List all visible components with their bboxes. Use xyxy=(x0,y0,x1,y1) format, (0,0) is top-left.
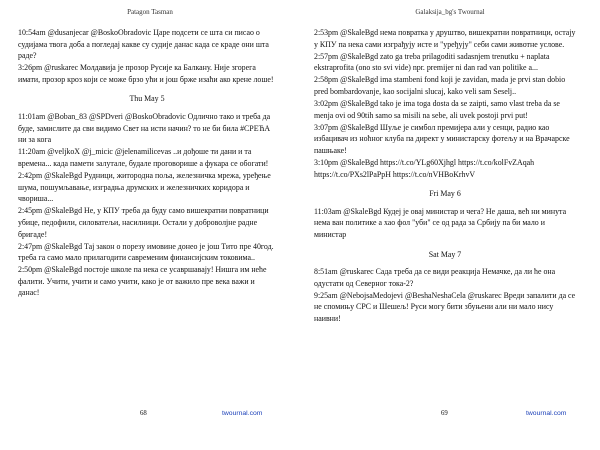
tweet-entry: 3:26pm @ruskarec Молдавија је прозор Русије ка Балкану. Није згорега имати, прозор кроз који се може брзо ући и још брже изаћи ако крене лоше! xyxy=(18,63,274,84)
tweet-entry: 3:02pm @SkaleBgd tako je ima toga dosta da se zaipti, samo vlast treba da se menja ovi od 90tih samo sa misili na sebe, ali uvek postoji prvi put! xyxy=(314,99,560,120)
running-header: Galaksija_bg's Twournal xyxy=(415,8,485,16)
day-heading: Thu May 5 xyxy=(129,94,165,104)
tweet-entry: 2:57pm @SkaleBgd zato ga treba prilagoditi sadasnjem trenutku + naplata ekstraprofita (ono sto svi vide) npr. premijer ni dan rad van politike a... xyxy=(314,51,550,73)
tweet-entry: 2:47pm @SkaleBgd Тај закон о порезу имовине донео је још Тито пре 40год. треба га само мало прилагодити савременим финансијским токовима.. xyxy=(18,241,274,263)
tweet-entry: 8:51am @ruskarec Сада треба да се види реакција Немачке, да ли ће она одустати од Северног тока-2? xyxy=(314,267,556,288)
page-number: 69 xyxy=(441,410,448,417)
right-page xyxy=(300,0,600,450)
tweet-entry: 2:50pm @SkaleBgd постоје школе па нека се усавршавају! Нишга им неће фалити. Учити, учити и само учити, како је от важило пре века важи и данас! xyxy=(18,265,267,298)
tweet-entry: 2:45pm @SkaleBgd Не, у КПУ треба да буду само вишекратни повратници убице, педофили, силоватељи, насилници. Остали у доброволјне радне бригаде! xyxy=(18,206,269,239)
tweet-entry: 10:54am @dusanjecar @BoskoObradovic Царе подсети се шта си писао о судијама твога доба а погледај какве су судије данас када се краде они шта раде? xyxy=(18,28,269,61)
tweet-entry: 11:01am @Boban_83 @SPDveri @BoskoObradovic Одлично тако и треба да буде, замислите да сви видимо Свет на исти начин? то не би била #СРЕЋА ни за кога xyxy=(18,112,271,145)
page-number: 68 xyxy=(140,410,147,417)
tweet-entry: 11:20am @veljkoX @j_micic @jelenamilicevas ..и дођоше ти дани и та времена... када памети залутале, будале проговорише а фукара се обогати! xyxy=(18,147,269,168)
site-link[interactable]: twournal.com xyxy=(526,410,567,417)
running-header: Patagon Tasman xyxy=(127,8,173,16)
page-content xyxy=(314,27,576,325)
tweet-entry: 11:03am @SkaleBgd Кудеј је овај министар и чега? Не даша, већ ни минута нема ван политике а хао фол "уби" се од рада за Србију па би мало и министар xyxy=(314,206,567,239)
tweet-entry: 3:10pm @SkaleBgd https://t.co/YLg60Xjhgl https://t.co/kolFvZAqah https://t.co/PXs2lPaPpH https://t.co/nVHBoKrhvV xyxy=(314,158,535,179)
tweet-entry: 9:25am @NebojsaMedojevi @BeshaNeshaCela @ruskarec Вреди запалити да се не спомињу СРС и Шешељ! Руси могу бити збуњени али ни мало нису наивни! xyxy=(314,290,576,324)
day-heading: Sat May 7 xyxy=(428,249,462,259)
tweet-entry: 2:58pm @SkaleBgd ima stambeni fond koji je zavidan, mada je prvi stan dobio pred bombardovanje, kao socijalni slucaj, kako veli sam Seselj.. xyxy=(314,75,566,96)
page-content xyxy=(18,27,276,300)
day-heading: Fri May 6 xyxy=(429,189,461,199)
tweet-entry: 3:07pm @SkaleBgd Шуље је симбол премијера али у сенци, радио као избацивач из ноћног клуба па директ у министарску фотељу и на Врачарске пашњаке! xyxy=(314,122,570,155)
tweet-entry: 2:53pm @SkaleBgd нема повратка у друштво, вишекратни повратници, остају у КПУ па нека сами изграђују исте и "уређују" себи сами животне услове. xyxy=(314,28,576,49)
tweet-entry: 2:42pm @SkaleBgd Рудници, житородна поља, железничка мрежа, уређење шума, пошумљавање, изградња друмских и железничких коридора и чвориша... xyxy=(18,171,271,204)
site-link[interactable]: twournal.com xyxy=(222,410,263,417)
